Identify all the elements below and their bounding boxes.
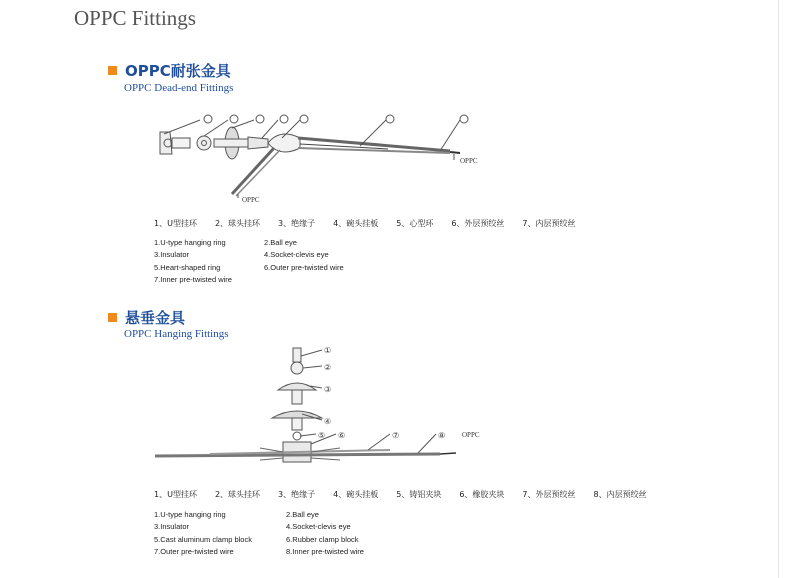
dead-end-part-cn: 7、内层预绞丝 (522, 219, 576, 228)
dead-end-part-cn: 1、U型挂环 (154, 219, 197, 228)
dead-end-part-cn: 3、绝缘子 (278, 219, 316, 228)
list-item: 2.Ball eye (286, 510, 319, 519)
dead-end-parts-en-list (154, 237, 344, 287)
list-item: 6.Outer pre-twisted wire (264, 262, 344, 272)
list-item: 3.Insulator (154, 522, 190, 532)
hanging-part-cn: 1、U型挂环 (154, 490, 197, 499)
hanging-callout-1: ① (324, 346, 332, 355)
dead-end-part-cn: 5、心型环 (396, 219, 434, 228)
section-dead-end-title-en: OPPC Dead-end Fittings (124, 82, 234, 94)
section-hanging-title-en: OPPC Hanging Fittings (124, 328, 229, 340)
dead-end-part-cn: 4、碗头挂板 (333, 219, 379, 228)
hanging-oppc-label: OPPC (462, 431, 480, 439)
section-dead-end-heading (108, 60, 231, 81)
list-item: 7.Inner pre-twisted wire (154, 275, 232, 285)
dead-end-fitting-diagram (150, 108, 510, 208)
hanging-callout-8: ⑧ (438, 431, 446, 440)
list-item: 1.U-type hanging ring (154, 510, 226, 519)
list-item: 2.Ball eye (264, 238, 297, 247)
list-item: 5.Cast aluminum clamp block (154, 534, 252, 544)
section-hanging-title-cn: 悬垂金具 (125, 309, 186, 327)
hanging-parts-cn-list (154, 489, 665, 500)
hanging-part-cn: 5、铸铝夹块 (396, 490, 442, 499)
hanging-part-cn: 7、外层预绞丝 (522, 490, 576, 499)
list-item: 4.Socket-clevis eye (286, 522, 351, 532)
hanging-part-cn: 3、绝缘子 (278, 490, 316, 499)
hanging-part-cn: 8、内层预绞丝 (593, 490, 647, 499)
list-item: 6.Rubber clamp block (286, 534, 359, 544)
orange-square-bullet-icon (108, 313, 117, 322)
hanging-part-cn: 2、球头挂环 (214, 490, 261, 499)
dead-end-oppc-label-right: OPPC (460, 157, 478, 165)
page-title: OPPC Fittings (74, 6, 196, 30)
hanging-callout-4: ④ (324, 417, 332, 426)
hanging-part-cn: 6、橡胶夹块 (459, 490, 505, 499)
list-item: 1.U-type hanging ring (154, 238, 226, 247)
hanging-callout-3: ③ (324, 385, 332, 394)
dead-end-oppc-label-bottom: OPPC (242, 196, 260, 204)
hanging-callout-6: ⑥ (338, 431, 346, 440)
list-item: 4.Socket-clevis eye (264, 250, 329, 260)
hanging-callout-2: ② (324, 363, 332, 372)
dead-end-part-cn: 2、球头挂环 (214, 219, 261, 228)
page-edge-rule (778, 0, 779, 578)
hanging-callout-5: ⑤ (318, 431, 326, 440)
list-item: 5.Heart-shaped ring (154, 262, 221, 272)
dead-end-parts-cn-list (154, 218, 594, 229)
hanging-part-cn: 4、碗头挂板 (333, 490, 379, 499)
orange-square-bullet-icon (108, 66, 117, 75)
list-item: 3.Insulator (154, 250, 190, 260)
section-hanging-heading (108, 307, 185, 328)
list-item: 7.Outer pre-twisted wire (154, 547, 234, 557)
dead-end-part-cn: 6、外层预绞丝 (451, 219, 505, 228)
section-dead-end-title-cn: OPPC耐张金具 (125, 62, 231, 80)
hanging-callout-7: ⑦ (392, 431, 400, 440)
list-item: 8.Inner pre-twisted wire (286, 547, 364, 557)
hanging-parts-en-list (154, 509, 364, 559)
hanging-fitting-diagram (150, 342, 510, 472)
